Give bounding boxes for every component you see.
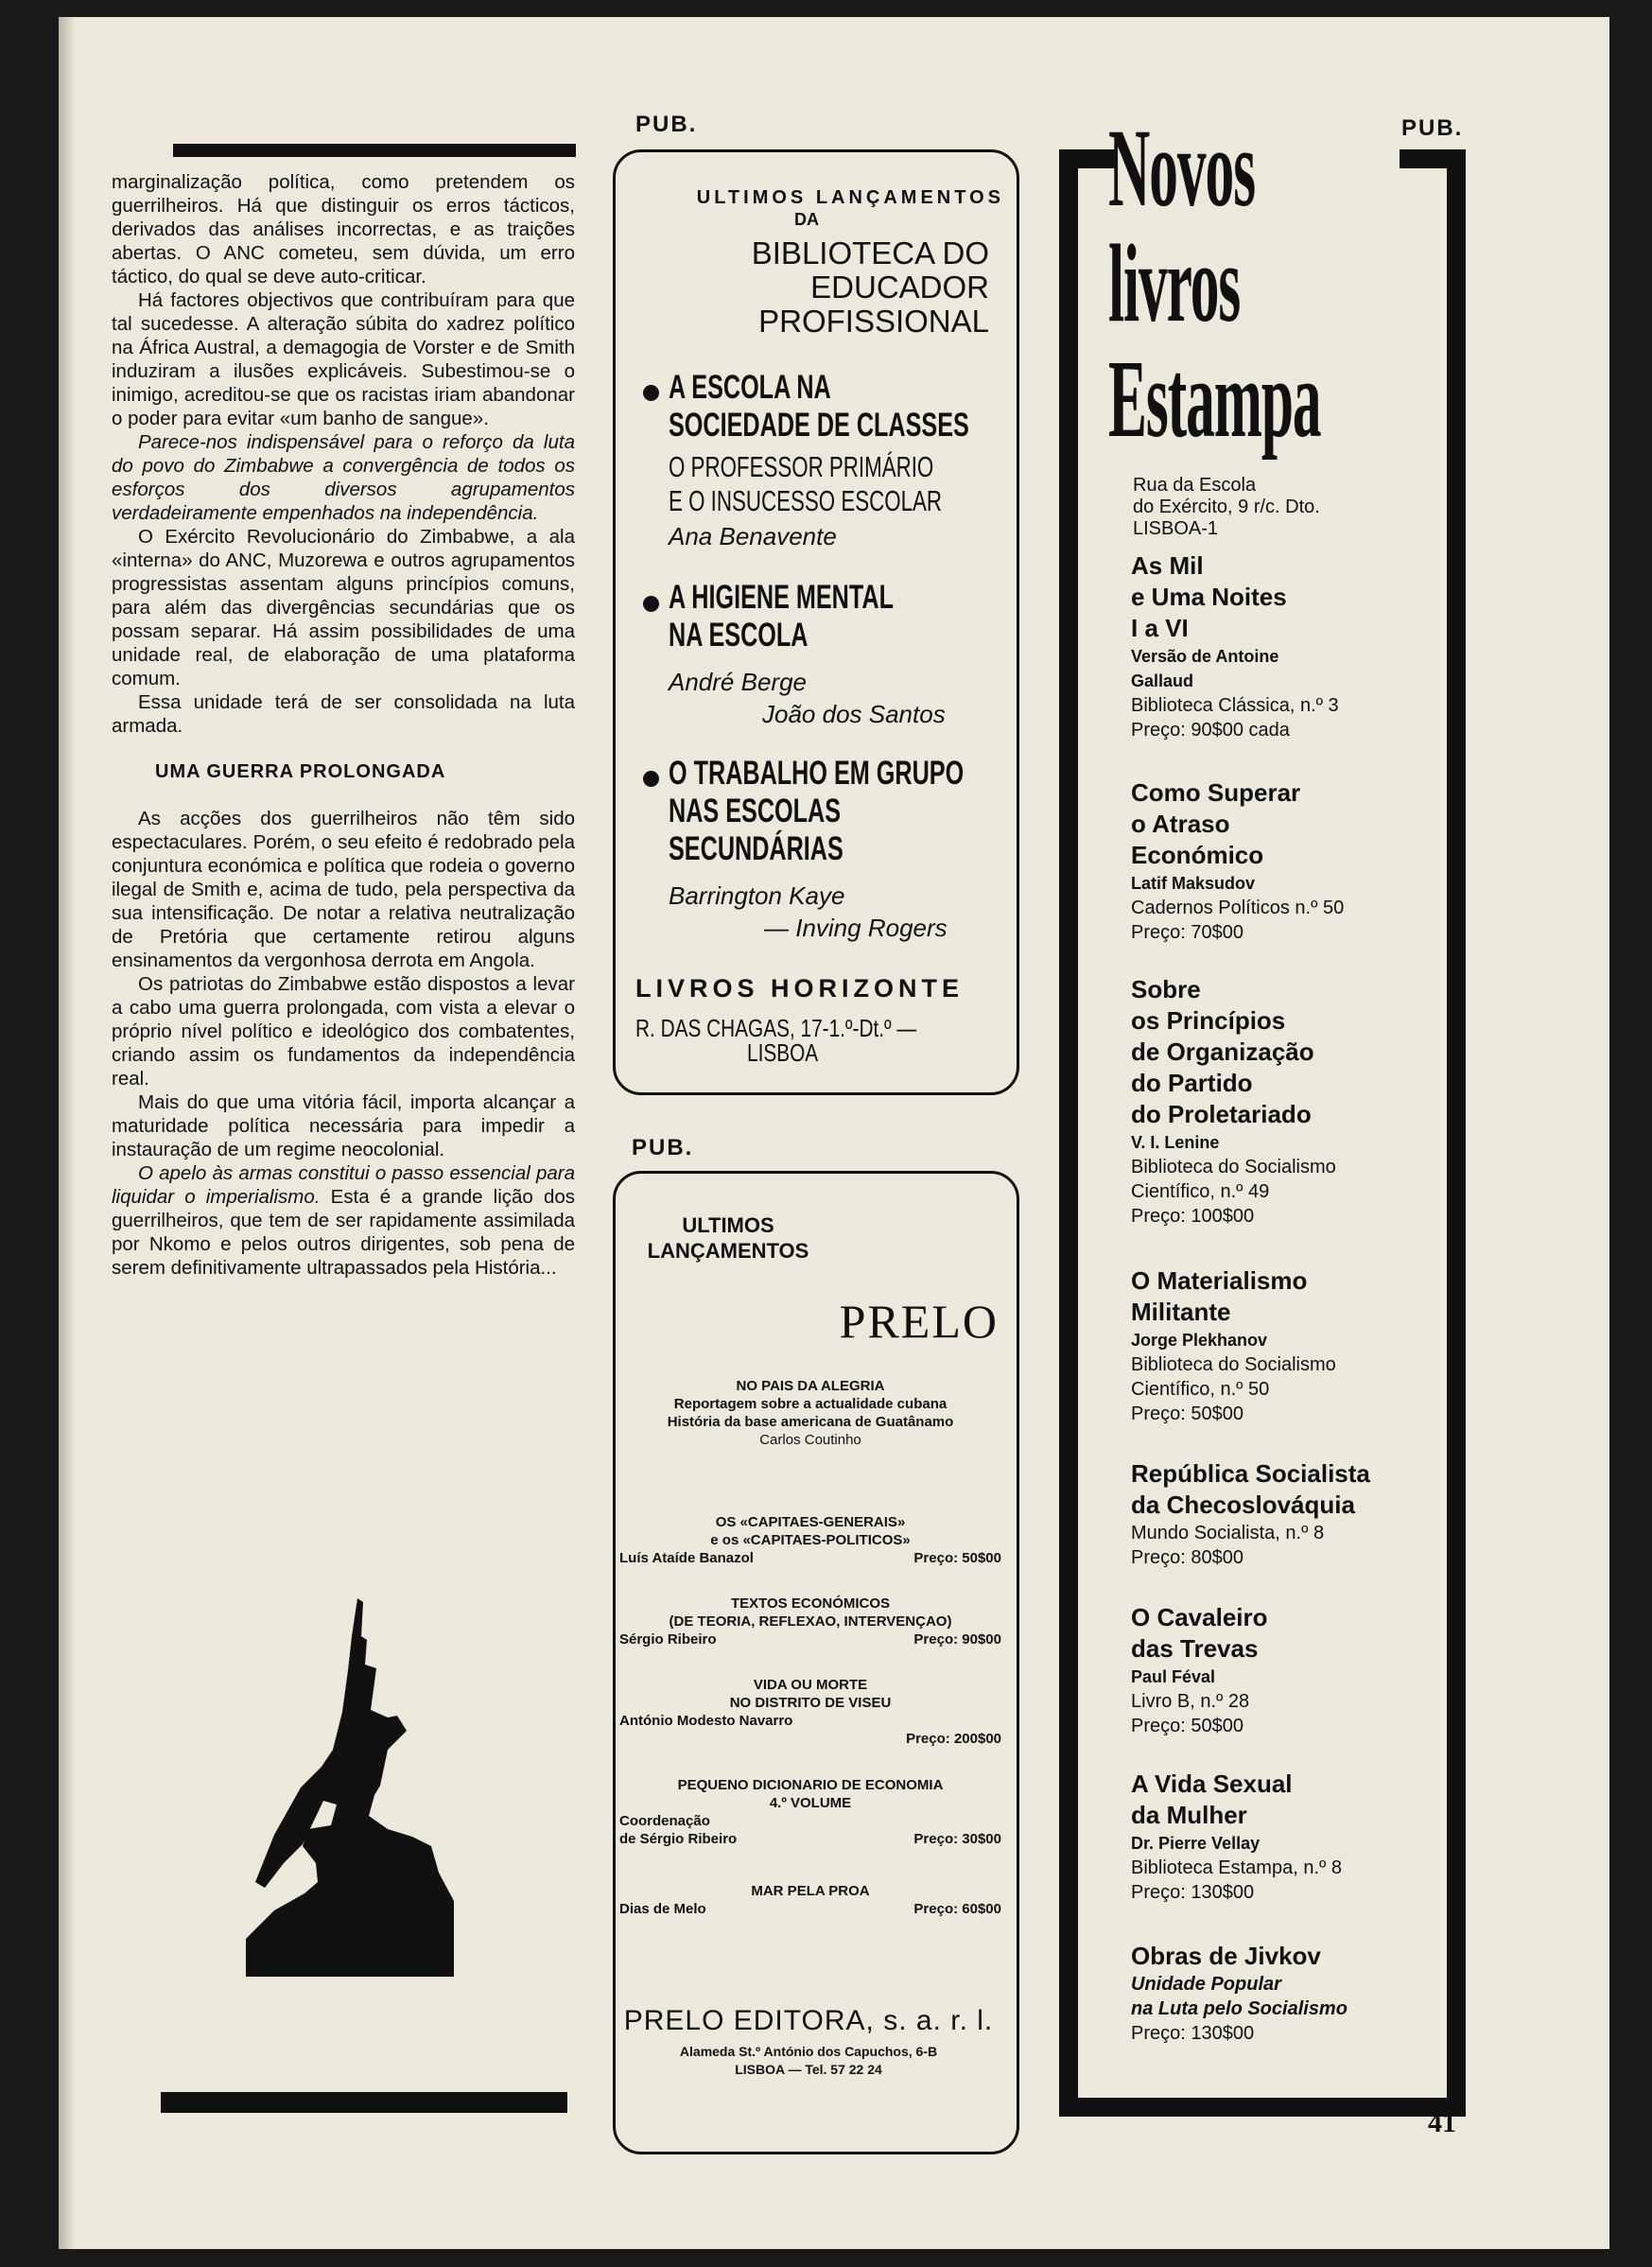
ad3-book-detail: Biblioteca do Socialismo <box>1131 1157 1336 1177</box>
ad1-book-author: João dos Santos <box>762 700 946 728</box>
ad3-book-detail: Mundo Socialista, n.º 8 <box>1131 1523 1325 1543</box>
article-paragraph: Mais do que uma vitória fácil, importa alcançar a maturidade política necessária para impedir a instauração de um regime neocolonial. <box>112 1091 575 1160</box>
ad3-book-title-line: O Materialismo <box>1131 1266 1308 1295</box>
ad3-book-author: Gallaud <box>1131 671 1194 690</box>
ad3-book-title-line: o Atraso <box>1131 810 1230 838</box>
ad1-book-title <box>669 579 894 654</box>
ad3-book <box>1131 550 1443 742</box>
ad3-book-subtitle: na Luta pelo Socialismo <box>1131 1998 1348 2019</box>
ad2-book-line: (DE TEORIA, REFLEXAO, INTERVENÇAO) <box>669 1613 952 1630</box>
ad3-book-author: V. I. Lenine <box>1131 1133 1220 1152</box>
ad3-book <box>1131 1769 1443 1905</box>
ad3-book-title-line: das Trevas <box>1131 1634 1259 1663</box>
ad1-book-author: — Inving Rogers <box>764 914 948 942</box>
ad2-book-line: VIDA OU MORTE <box>753 1677 868 1693</box>
ad2-header-line: LANÇAMENTOS <box>647 1239 809 1263</box>
ad1-title-line: BIBLIOTECA DO <box>751 235 989 270</box>
ad3-book-title-line: da Checoslováquia <box>1131 1491 1355 1519</box>
ad3-book-detail: Preço: 90$00 cada <box>1131 720 1290 741</box>
ad3-book-detail: Preço: 80$00 <box>1131 1547 1243 1568</box>
ad2-address <box>615 2043 1002 2079</box>
ad3-book <box>1131 777 1443 945</box>
ad1-book-title-line: SOCIEDADE DE CLASSES <box>669 407 969 444</box>
ad1-header-da: DA <box>794 210 819 229</box>
ad2-book-author: Sérgio Ribeiro <box>619 1631 717 1648</box>
ad1-title <box>613 236 989 339</box>
ad1-title-line: EDUCADOR <box>810 270 989 305</box>
ad1-book-subtitle-line: O PROFESSOR PRIMÁRIO <box>669 450 934 483</box>
ad3-book-title-line: Como Superar <box>1131 778 1301 807</box>
ad2-book-line: 4.º VOLUME <box>769 1795 852 1811</box>
ad3-book-detail: Preço: 100$00 <box>1131 1206 1255 1227</box>
ad3-address-line: LISBOA-1 <box>1133 518 1219 539</box>
ad3-book-detail: Preço: 130$00 <box>1131 1882 1255 1903</box>
ad3-book-author: Paul Féval <box>1131 1667 1216 1686</box>
ad3-book-title-line: Sobre <box>1131 975 1201 1003</box>
ad1-book-title-line: NAS ESCOLAS <box>669 793 842 829</box>
ad2-book-author: Coordenação <box>619 1813 710 1829</box>
ad3-book-title-line: de Organização <box>1131 1038 1314 1066</box>
ad1-book-author: Barrington Kaye <box>669 881 845 910</box>
ad3-book <box>1131 1602 1443 1738</box>
ad3-book-detail: Preço: 130$00 <box>1131 2023 1255 2044</box>
ad3-book-author: Jorge Plekhanov <box>1131 1331 1268 1350</box>
ad3-book-title-line: O Cavaleiro <box>1131 1603 1268 1631</box>
logo-text: Estampa <box>1108 337 1321 461</box>
article-paragraph: Essa unidade terá de ser consolidada na luta armada. <box>112 691 575 737</box>
ad3-book-detail: Preço: 50$00 <box>1131 1404 1243 1424</box>
ad1-address-line: LISBOA <box>747 1038 819 1067</box>
ad2-book <box>619 1377 1001 1449</box>
ad2-header-line: ULTIMOS <box>682 1213 774 1237</box>
logo-text: livros <box>1108 221 1241 345</box>
ad3-book-detail: Biblioteca Estampa, n.º 8 <box>1131 1857 1342 1878</box>
ad3-book-title-line: da Mulher <box>1131 1801 1247 1829</box>
ad3-book-subtitle: Unidade Popular <box>1131 1974 1281 1995</box>
pub-label-3: PUB. <box>1401 115 1464 141</box>
article-paragraphs-part2 <box>112 807 575 1280</box>
ad3-book <box>1131 1265 1443 1426</box>
ad1-book-title-line: SECUNDÁRIAS <box>669 830 843 867</box>
ad2-book-line: TEXTOS ECONÓMICOS <box>730 1596 891 1612</box>
logo-text: Novos <box>1108 106 1256 230</box>
ad3-book-title-line: A Vida Sexual <box>1131 1770 1293 1798</box>
ad2-book-author: Dias de Melo <box>619 1901 706 1917</box>
ad3-book-title-line: Militante <box>1131 1298 1231 1326</box>
ad3-book-detail: Cadernos Políticos n.º 50 <box>1131 898 1345 918</box>
ad2-editora-name: PRELO EDITORA, s. a. r. l. <box>623 2005 994 2036</box>
ad3-book <box>1131 1941 1443 2046</box>
ad1-book-title-line: A HIGIENE MENTAL <box>669 579 895 616</box>
ad2-book-line: História da base americana de Guatânamo <box>667 1414 954 1430</box>
ad3-book-detail: Preço: 50$00 <box>1131 1716 1243 1736</box>
ad2-book <box>619 1595 1001 1648</box>
ad2-book-price: Preço: 50$00 <box>913 1550 1001 1566</box>
ad3-book-title-line: I a VI <box>1131 614 1189 642</box>
ad3-book-title-line: República Socialista <box>1131 1459 1370 1488</box>
ad2-book-line: OS «CAPITAES-GENERAIS» <box>715 1514 906 1530</box>
ad3-book-detail: Preço: 70$00 <box>1131 922 1243 943</box>
ad2-book <box>619 1676 1001 1748</box>
page-spine-shadow <box>59 17 76 2249</box>
section-heading: UMA GUERRA PROLONGADA <box>155 761 446 782</box>
ad3-book-detail: Biblioteca Clássica, n.º 3 <box>1131 695 1339 716</box>
article-text: Esta é a grande lição dos guerrilheiros, que tem de ser rapidamente assimilada por Nkomo e pelos outros dirigentes, sob pena de serem definitivamente ultrapassados pela História... <box>112 1186 575 1279</box>
ad2-book-line: MAR PELA PROA <box>751 1883 870 1899</box>
pub-label-1: PUB. <box>635 112 698 137</box>
article-paragraph: Há factores objectivos que contribuíram para que tal sucedesse. A alteração súbita do xadrez político na África Austral, a demagogia de Vorster e de Smith induziram a ilusões explicáveis. Subestimou-se o inimigo, acreditou-se que os racistas iriam abandonar o poder para evitar «um banho de sangue». <box>112 289 575 429</box>
ad2-book-price: Preço: 200$00 <box>906 1731 1001 1747</box>
bottom-rule <box>161 2092 567 2113</box>
ad2-book-price: Preço: 30$00 <box>913 1831 1001 1847</box>
ad2-header <box>634 1212 823 1264</box>
ad2-book-price: Preço: 60$00 <box>913 1901 1001 1917</box>
ad3-address-line: Rua da Escola <box>1133 475 1257 496</box>
ad2-book <box>619 1776 1001 1848</box>
ad2-book-author: Luís Ataíde Banazol <box>619 1550 754 1566</box>
article-paragraph <box>112 1161 575 1280</box>
ad2-book-author: de Sérgio Ribeiro <box>619 1831 738 1847</box>
ad1-book-title <box>669 369 969 445</box>
ad2-book-line: e os «CAPITAES-POLITICOS» <box>710 1532 911 1548</box>
ad3-book-title-line: do Proletariado <box>1131 1100 1312 1128</box>
ad1-address-line: R. DAS CHAGAS, 17-1.º-Dt.º — <box>635 1014 917 1042</box>
ad3-book-detail: Científico, n.º 49 <box>1131 1181 1270 1202</box>
ad1-publisher: LIVROS HORIZONTE <box>635 974 965 1003</box>
ad3-book-title-line: do Partido <box>1131 1069 1253 1097</box>
ad1-header: ULTIMOS LANÇAMENTOS <box>696 187 1004 208</box>
article-paragraph: marginalização política, como pretendem os guerrilheiros. Há que distinguir os erros tácticos, derivados das análises incorrectas, e as traições abertas. O ANC cometeu, sem dúvida, um erro táctico, do qual se deve auto-criticar. <box>112 171 575 288</box>
guerrilla-rifle-silhouette <box>246 1598 454 1977</box>
ad2-book-author: António Modesto Navarro <box>619 1713 793 1729</box>
ad1-book-title <box>669 755 964 868</box>
ad1-book-title-line: NA ESCOLA <box>669 617 809 654</box>
ad3-book-title-line: os Princípios <box>1131 1006 1286 1035</box>
article-paragraphs-part1 <box>112 170 575 738</box>
ad3-book-title-line: Obras de Jivkov <box>1131 1942 1321 1970</box>
ad3-address-line: do Exército, 9 r/c. Dto. <box>1133 497 1320 517</box>
ad1-book-author: Ana Benavente <box>669 522 837 550</box>
ad2-address-line: LISBOA — Tel. 57 22 24 <box>735 2062 882 2077</box>
ad1-book-title-line: A ESCOLA NA <box>669 369 831 406</box>
ad3-book-title-line: e Uma Noites <box>1131 583 1287 611</box>
article-paragraph: Parece-nos indispensável para o reforço da luta do povo do Zimbabwe a convergência de todos os esforços dos diversos agrupamentos verdadeiramente empenhados na independência. <box>112 431 575 524</box>
ad1-book-author: André Berge <box>669 668 807 696</box>
ad3-book-title-line: Económico <box>1131 841 1264 869</box>
bullet-icon <box>643 596 659 612</box>
ad2-book <box>619 1513 1001 1567</box>
ad3-book-author: Latif Maksudov <box>1131 874 1256 893</box>
ad2-book-line: Reportagem sobre a actualidade cubana <box>673 1396 948 1412</box>
ad2-book <box>619 1882 1001 1918</box>
ad2-brand-prelo: PRELO <box>839 1295 999 1348</box>
ad2-book-price: Preço: 90$00 <box>913 1631 1001 1648</box>
article-column <box>112 170 575 1280</box>
ad2-book-line: NO PAIS DA ALEGRIA <box>736 1378 885 1394</box>
ad3-book-author: Dr. Pierre Vellay <box>1131 1834 1261 1853</box>
pub-label-2: PUB. <box>632 1135 694 1160</box>
ad3-address <box>1133 475 1320 540</box>
ad3-book-author: Versão de Antoine <box>1131 647 1279 666</box>
article-paragraph: O Exército Revolucionário do Zimbabwe, a ala «interna» do ANC, Muzorewa e outros agrupamentos progressistas assentam alguns princípios comuns, para além das divergências secundárias que os possam separar. Há assim possibilidades de uma unidade real, de elaboração de uma plataforma comum. <box>112 526 575 689</box>
top-rule <box>173 144 576 157</box>
page-number: 41 <box>1428 2107 1456 2138</box>
ad3-book-detail: Científico, n.º 50 <box>1131 1379 1270 1400</box>
ad2-book-line: PEQUENO DICIONARIO DE ECONOMIA <box>677 1777 944 1793</box>
article-paragraph: As acções dos guerrilheiros não têm sido espectaculares. Porém, o seu efeito é redobrado pela conjuntura económica e política que rodeia o governo ilegal de Smith e, acima de tudo, pela perspectiva da sua intensificação. De notar a relativa neutralização de Pretória que certamente retirou alguns ensinamentos da vergonhosa derrota em Angola. <box>112 808 575 971</box>
ad1-title-line: PROFISSIONAL <box>758 304 989 339</box>
ad1-book-subtitle-line: E O INSUCESSO ESCOLAR <box>669 484 943 517</box>
ad1-book-title-line: O TRABALHO EM GRUPO <box>669 755 965 792</box>
article-paragraph: Os patriotas do Zimbabwe estão dispostos a levar a cabo uma guerra prolongada, com vista a elevar o próprio nível político e ideológico dos combatentes, criando assim os fundamentos da independência real. <box>112 973 575 1090</box>
article-emphasis: O apelo às armas constitui o passo essencial para liquidar o imperialismo. <box>112 1162 575 1208</box>
bullet-icon <box>643 385 659 401</box>
ad1-book-subtitle <box>669 450 942 518</box>
ad3-book <box>1131 974 1443 1229</box>
ad3-book-detail: Livro B, n.º 28 <box>1131 1691 1250 1712</box>
ad2-book-author: Carlos Coutinho <box>759 1432 861 1448</box>
estampa-logo <box>1108 104 1477 461</box>
bullet-icon <box>643 771 659 787</box>
ad3-book-title-line: As Mil <box>1131 551 1204 580</box>
ad2-address-line: Alameda St.º António dos Capuchos, 6-B <box>679 2044 938 2059</box>
ad2-book-line: NO DISTRITO DE VISEU <box>729 1695 892 1711</box>
ad3-book <box>1131 1458 1443 1570</box>
ad3-book-detail: Biblioteca do Socialismo <box>1131 1354 1336 1375</box>
